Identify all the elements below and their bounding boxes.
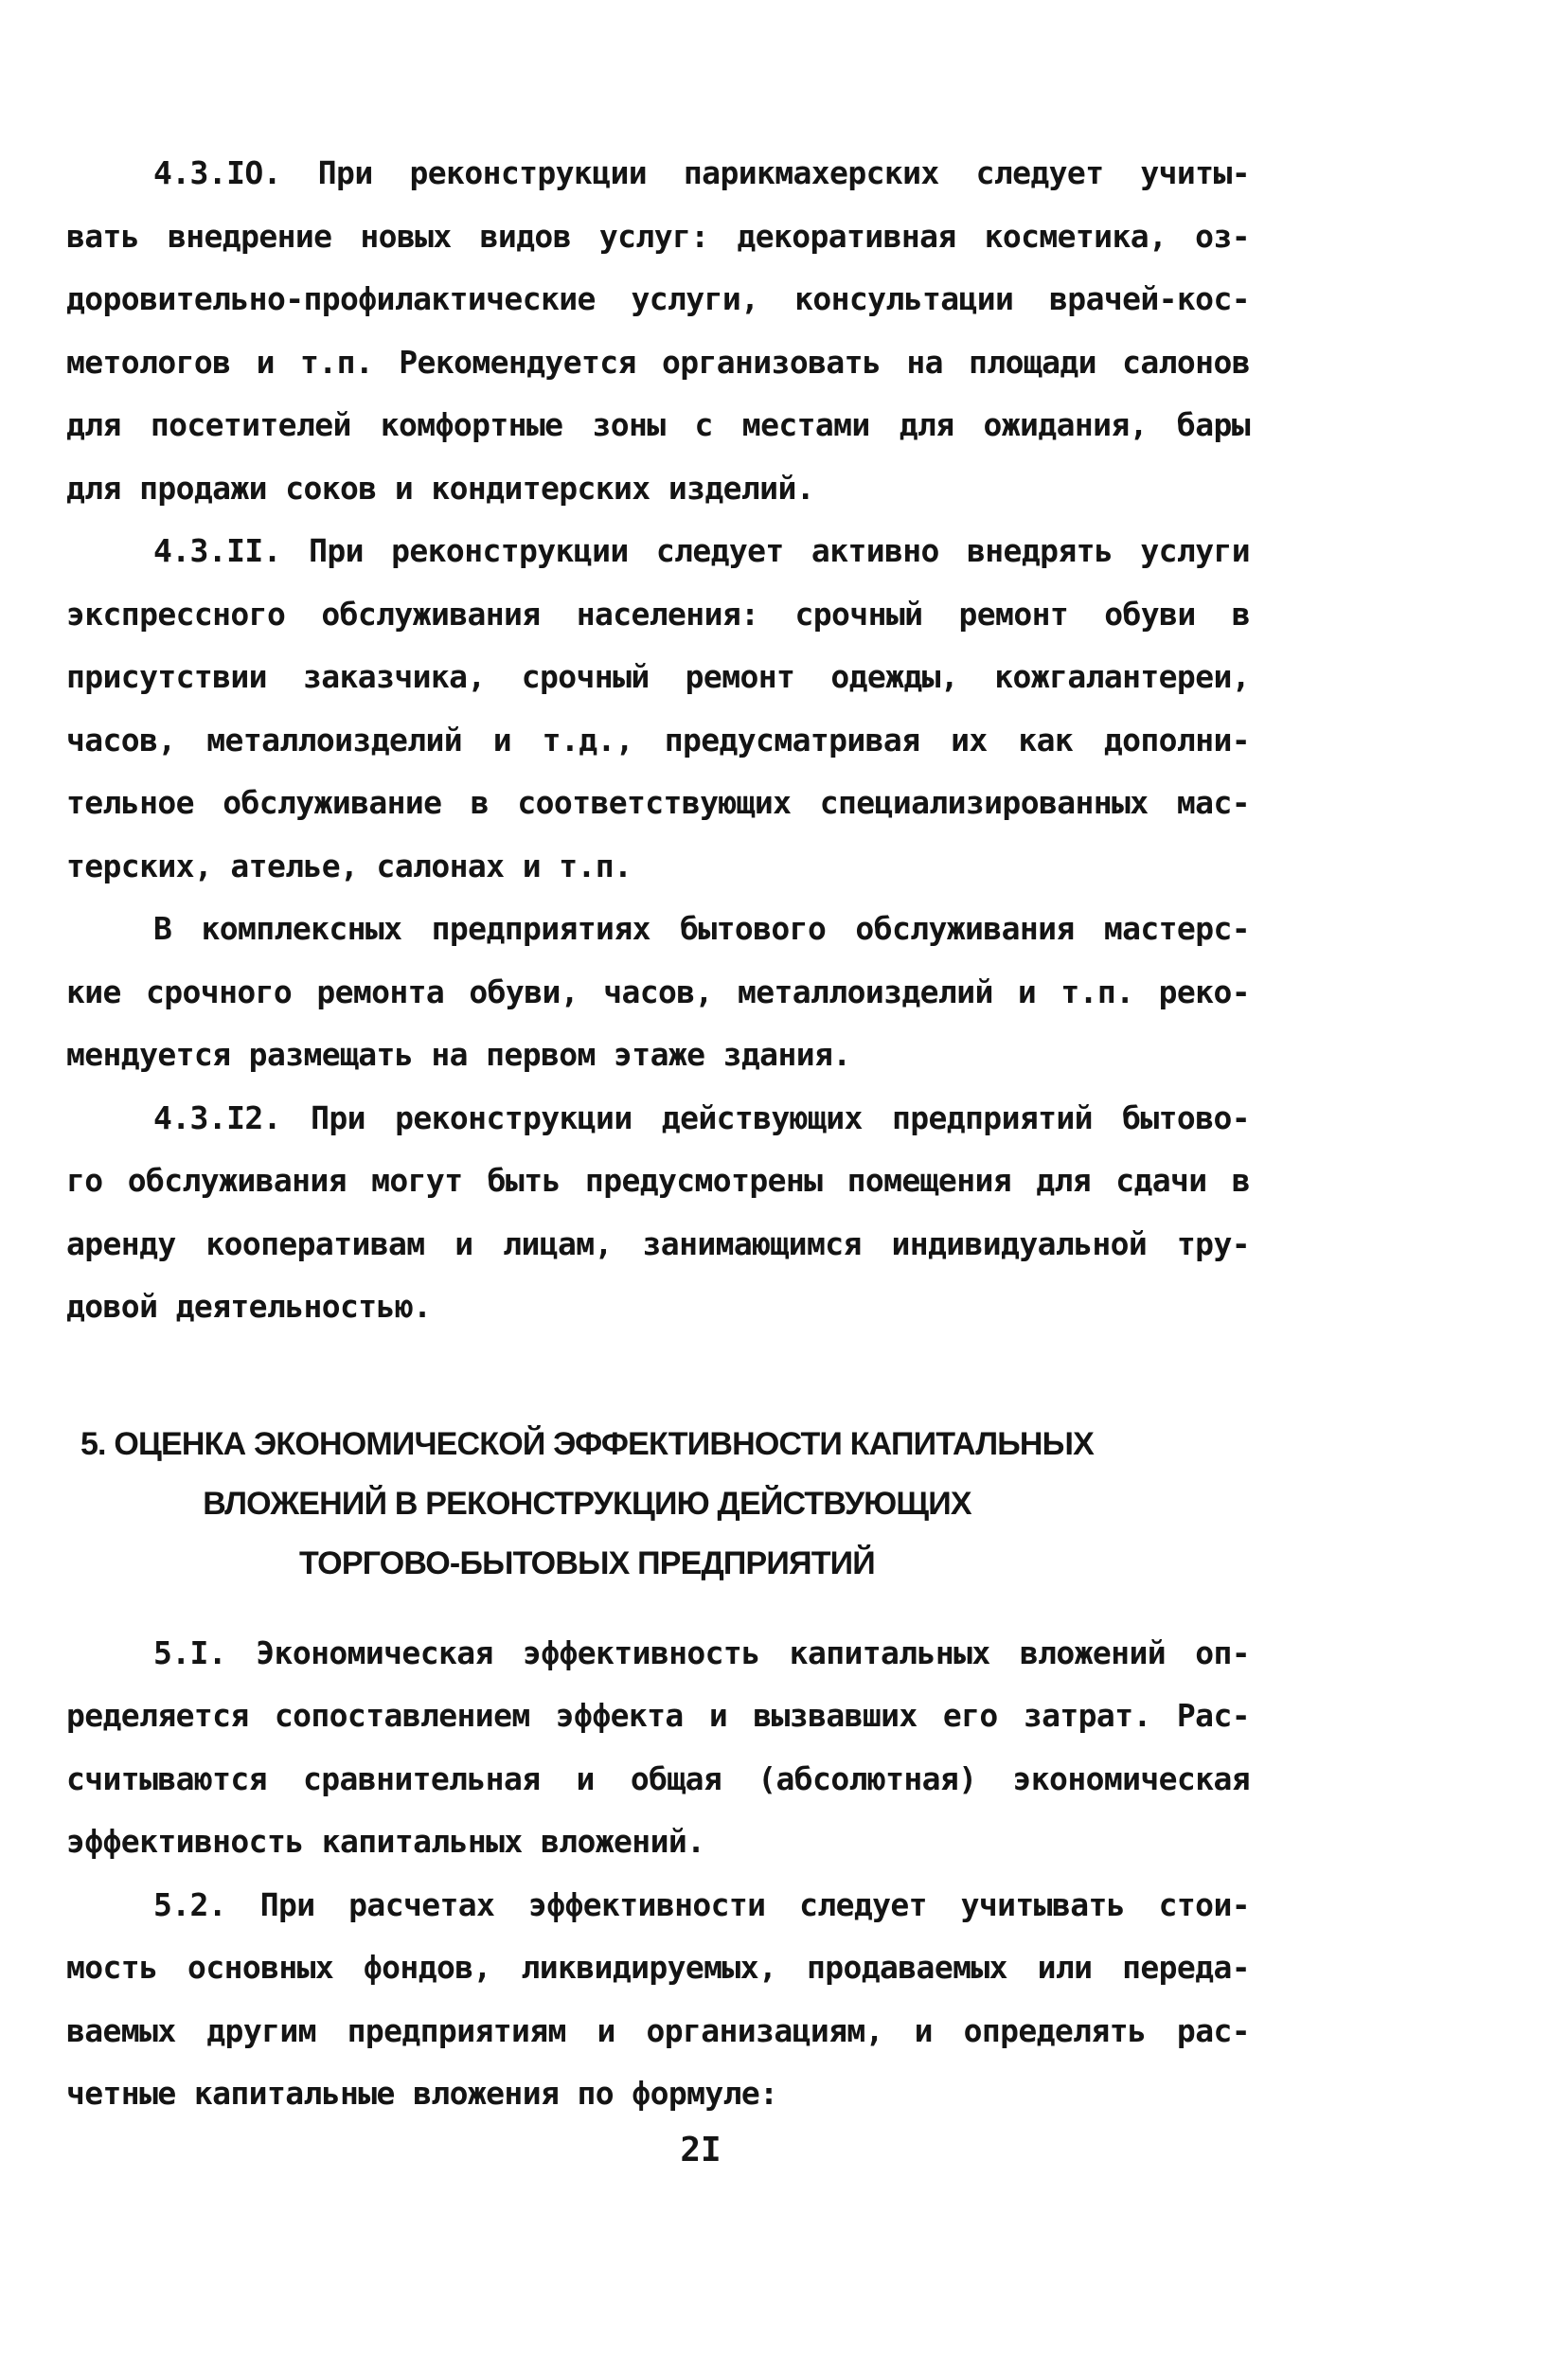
paragraph-5-1	[66, 1622, 1250, 1874]
text-line: тельное обслуживание в соответствующих специализированных мас-	[66, 784, 1250, 821]
text-line: 4.3.II. При реконструкции следует активно внедрять услуги	[153, 532, 1250, 569]
text-line: часов, металлоизделий и т.д., предусматривая их как дополни-	[66, 721, 1250, 759]
heading-line: 5. ОЦЕНКА ЭКОНОМИЧЕСКОЙ ЭФФЕКТИВНОСТИ КАПИТАЛЬНЫХ	[80, 1425, 1095, 1462]
paragraph-4-3-11	[66, 520, 1250, 898]
text-line: аренду кооперативам и лицам, занимающимся индивидуальной тру-	[66, 1224, 1250, 1262]
text-line: мость основных фондов, ликвидируемых, продаваемых или переда-	[66, 1949, 1250, 1986]
section-heading	[66, 1415, 1250, 1594]
text-line: вать внедрение новых видов услуг: декоративная косметика, оз-	[66, 217, 1250, 255]
paragraph-complex-enterprises	[66, 898, 1250, 1087]
text-line: терских, ателье, салонах и т.п.	[66, 847, 633, 884]
text-line: присутствии заказчика, срочный ремонт одежды, кожгалантереи,	[66, 658, 1250, 695]
text-line: 5.I. Экономическая эффективность капитальных вложений оп-	[153, 1633, 1250, 1671]
text-line: довой деятельностью.	[66, 1288, 432, 1325]
text-line: кие срочного ремонта обуви, часов, металлоизделий и т.п. реко-	[66, 973, 1250, 1010]
heading-line: ВЛОЖЕНИЙ В РЕКОНСТРУКЦИЮ ДЕЙСТВУЮЩИХ	[203, 1485, 971, 1522]
paragraph-4-3-12	[66, 1087, 1250, 1339]
paragraph-4-3-10	[66, 142, 1250, 520]
page-number: 2I	[680, 2131, 722, 2169]
text-line: ределяется сопоставлением эффекта и вызвавших его затрат. Рас-	[66, 1697, 1250, 1734]
paragraph-5-2	[66, 1874, 1250, 2126]
text-line: 4.3.IO. При реконструкции парикмахерских следует учиты-	[153, 154, 1250, 191]
text-line: экспрессного обслуживания населения: срочный ремонт обуви в	[66, 595, 1250, 633]
text-line: мендуется размещать на первом этаже здания.	[66, 1036, 851, 1073]
text-line: для продажи соков и кондитерских изделий.	[66, 469, 814, 507]
text-line: ваемых другим предприятиям и организациям, и определять рас-	[66, 2011, 1250, 2049]
document-page	[66, 142, 1250, 2126]
text-line: В комплексных предприятиях бытового обслуживания мастерс-	[153, 910, 1250, 947]
text-line: го обслуживания могут быть предусмотрены помещения для сдачи в	[66, 1162, 1250, 1199]
text-line: эффективность капитальных вложений.	[66, 1823, 705, 1860]
text-line: считываются сравнительная и общая (абсолютная) экономическая	[66, 1759, 1250, 1797]
text-line: метологов и т.п. Рекомендуется организовать на площади салонов	[66, 343, 1250, 381]
text-line: четные капитальные вложения по формуле:	[66, 2075, 778, 2112]
text-line: 5.2. При расчетах эффективности следует учитывать стои-	[153, 1885, 1250, 1923]
text-line: доровительно-профилактические услуги, консультации врачей-кос-	[66, 280, 1250, 317]
text-line: для посетителей комфортные зоны с местами для ожидания, бары	[66, 406, 1250, 443]
heading-line: ТОРГОВО-БЫТОВЫХ ПРЕДПРИЯТИЙ	[299, 1544, 875, 1581]
text-line: 4.3.I2. При реконструкции действующих предприятий бытово-	[153, 1098, 1250, 1136]
